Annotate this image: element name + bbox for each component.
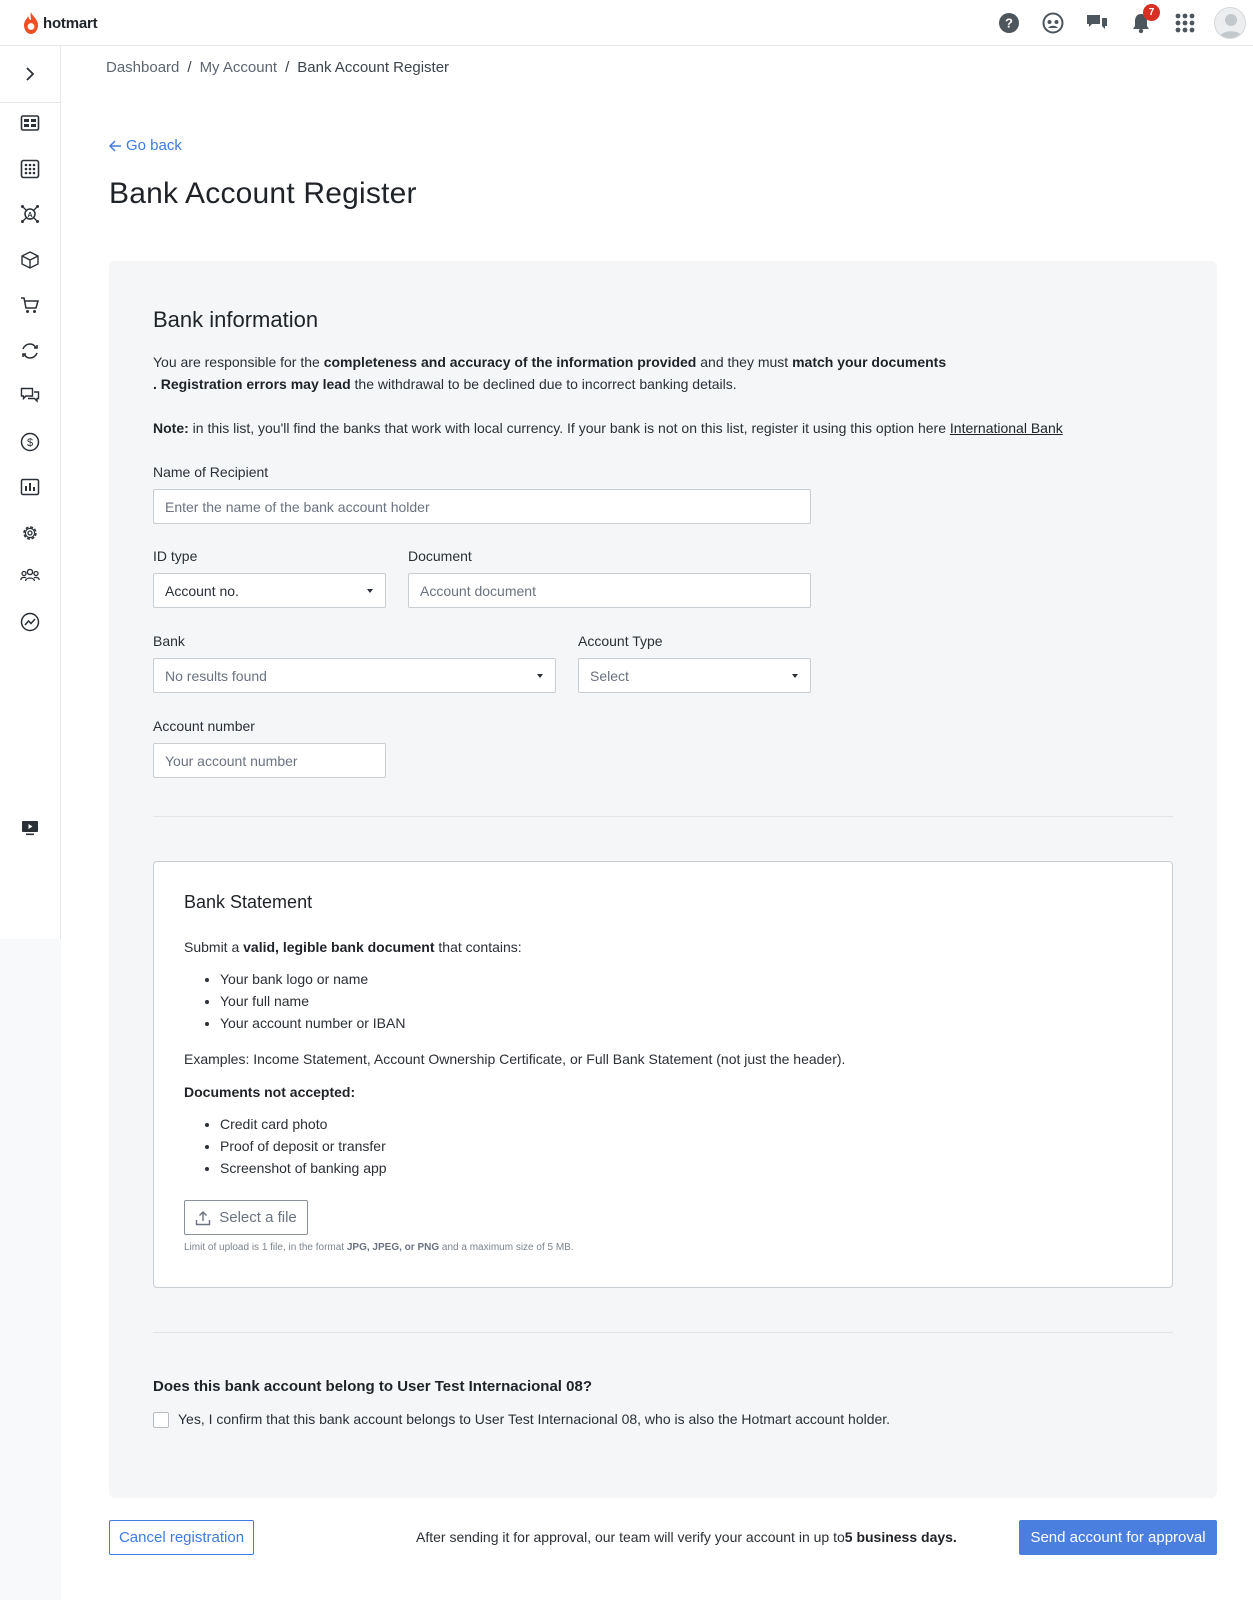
sidebar-item-analytics[interactable] (0, 469, 60, 505)
bank-select[interactable] (153, 658, 556, 693)
list-item: • Your account number or IBAN (220, 1012, 405, 1034)
id-type-label: ID type (153, 548, 198, 564)
recipient-label: Name of Recipient (153, 464, 269, 480)
apps-grid-icon (1175, 13, 1195, 33)
logo-text: hotmart (43, 14, 98, 32)
list-item: • Your full name (220, 990, 405, 1012)
section-divider (153, 816, 1173, 817)
account-number-label: Account number (153, 718, 255, 734)
box-icon (20, 250, 40, 270)
chevron-right-icon (25, 67, 35, 81)
list-item: • Screenshot of banking app (220, 1157, 387, 1179)
breadcrumb-separator: / (187, 59, 192, 76)
user-icon (1215, 8, 1246, 39)
ai-network-icon (20, 204, 40, 224)
caret-down-icon (537, 674, 543, 678)
bank-label: Bank (153, 633, 185, 649)
sidebar-item-messages[interactable] (0, 378, 60, 414)
breadcrumb (106, 59, 449, 76)
breadcrumb-my-account[interactable]: My Account (199, 59, 278, 76)
responsibility-text: You are responsible for the completeness and accuracy of the information provided and they must match your documents . Registration errors may lead the withdrawal to be declined due to incorrect banking details. (153, 354, 947, 392)
international-bank-link[interactable]: International Bank (949, 420, 1063, 436)
recipient-input[interactable] (153, 489, 811, 524)
sidebar-item-settings[interactable] (0, 515, 60, 551)
id-type-select[interactable] (153, 573, 386, 608)
list-item: • Proof of deposit or transfer (220, 1135, 387, 1157)
account-type-placeholder: Select (590, 667, 629, 684)
bar-chart-icon (20, 477, 40, 497)
sidebar-item-ai[interactable] (0, 196, 60, 232)
select-file-label: Select a file (219, 1209, 297, 1226)
arrow-left-icon (109, 140, 122, 152)
sidebar-item-sales[interactable] (0, 287, 60, 323)
account-type-label: Account Type (578, 633, 663, 649)
dollar-icon (20, 432, 40, 452)
ownership-checkbox[interactable] (153, 1412, 169, 1428)
breadcrumb-dashboard[interactable]: Dashboard (106, 59, 180, 76)
ownership-checkbox-label[interactable]: Yes, I confirm that this bank account belongs to User Test Internacional 08, who is also the Hotmart account holder. (178, 1411, 891, 1427)
apps-button[interactable] (1163, 0, 1207, 46)
account-type-select[interactable] (578, 658, 811, 693)
messages-icon (20, 386, 40, 406)
caret-down-icon (792, 674, 798, 678)
avatar (1214, 7, 1246, 39)
id-type-value: Account no. (165, 582, 239, 599)
sidebar-item-team[interactable] (0, 558, 60, 594)
gear-icon (20, 523, 40, 543)
cancel-registration-button[interactable]: Cancel registration (109, 1520, 254, 1555)
sidebar-item-subscriptions[interactable] (0, 333, 60, 369)
examples-text: Examples: Income Statement, Account Ownership Certificate, or Full Bank Statement (not just the header). (184, 1051, 846, 1067)
help-button[interactable] (987, 0, 1031, 46)
help-icon (998, 12, 1020, 34)
svg-text:$: $ (26, 437, 34, 449)
section-divider (153, 1332, 1173, 1333)
top-bar (0, 0, 1253, 46)
community-icon (1042, 12, 1064, 34)
bank-form-panel (109, 261, 1217, 1498)
sidebar-item-media[interactable] (0, 810, 60, 846)
upload-icon (195, 1210, 211, 1226)
bank-info-title: Bank information (153, 307, 319, 332)
not-accepted-list (202, 1113, 387, 1179)
bank-placeholder: No results found (165, 667, 267, 684)
statement-intro: Submit a valid, legible bank document that contains: (184, 939, 522, 955)
upload-hint: Limit of upload is 1 file, in the format JPG, JPEG, or PNG and a maximum size of 5 MB. (184, 1242, 574, 1253)
trend-icon (20, 612, 40, 632)
sidebar-item-apps[interactable] (0, 151, 60, 187)
page-title: Bank Account Register (109, 177, 417, 210)
list-item: • Your bank logo or name (220, 968, 405, 990)
notifications-button[interactable] (1119, 0, 1163, 46)
sidebar-item-products[interactable] (0, 242, 60, 278)
select-file-button[interactable] (184, 1200, 308, 1235)
breadcrumb-separator: / (285, 59, 290, 76)
list-item: • Credit card photo (220, 1113, 387, 1135)
send-for-approval-button[interactable]: Send account for approval (1019, 1520, 1217, 1555)
monitor-play-icon (20, 818, 40, 838)
document-label: Document (408, 548, 472, 564)
svg-text:A: A (27, 212, 33, 219)
breadcrumb-current: Bank Account Register (297, 59, 450, 76)
note-text: Note: in this list, you'll find the banks that work with local currency. If your bank is not on this list, register it using this option here International Bank (153, 420, 1063, 436)
cart-icon (20, 295, 40, 315)
chat-icon (1086, 13, 1108, 33)
caret-down-icon (367, 589, 373, 593)
bank-statement-card (153, 861, 1173, 1288)
svg-text:?: ? (1005, 15, 1013, 31)
notifications-badge: 7 (1143, 4, 1160, 21)
sidebar-expand-button[interactable] (0, 46, 60, 103)
community-button[interactable] (1031, 0, 1075, 46)
hotmart-logo[interactable] (22, 10, 97, 36)
ownership-question: Does this bank account belong to User Test Internacional 08? (153, 1378, 592, 1395)
sidebar-item-dashboard[interactable] (0, 105, 60, 141)
bank-statement-title: Bank Statement (184, 892, 313, 912)
dashboard-icon (20, 113, 40, 133)
profile-button[interactable] (1207, 0, 1253, 46)
go-back-label: Go back (126, 137, 182, 154)
approval-note: After sending it for approval, our team will verify your account in up to5 business days. (416, 1529, 957, 1545)
account-number-input[interactable] (153, 743, 386, 778)
main-content (61, 46, 1253, 1600)
document-input[interactable] (408, 573, 811, 608)
sidebar-item-finance[interactable] (0, 424, 60, 460)
users-icon (20, 566, 40, 586)
not-accepted-title: Documents not accepted: (184, 1084, 356, 1100)
sidebar (0, 46, 61, 939)
refresh-icon (20, 341, 40, 361)
grid-icon (20, 159, 40, 179)
go-back-link[interactable] (109, 137, 182, 154)
required-items-list (202, 968, 405, 1034)
flame-icon (22, 11, 40, 35)
sidebar-item-growth[interactable] (0, 604, 60, 640)
chat-button[interactable] (1075, 0, 1119, 46)
